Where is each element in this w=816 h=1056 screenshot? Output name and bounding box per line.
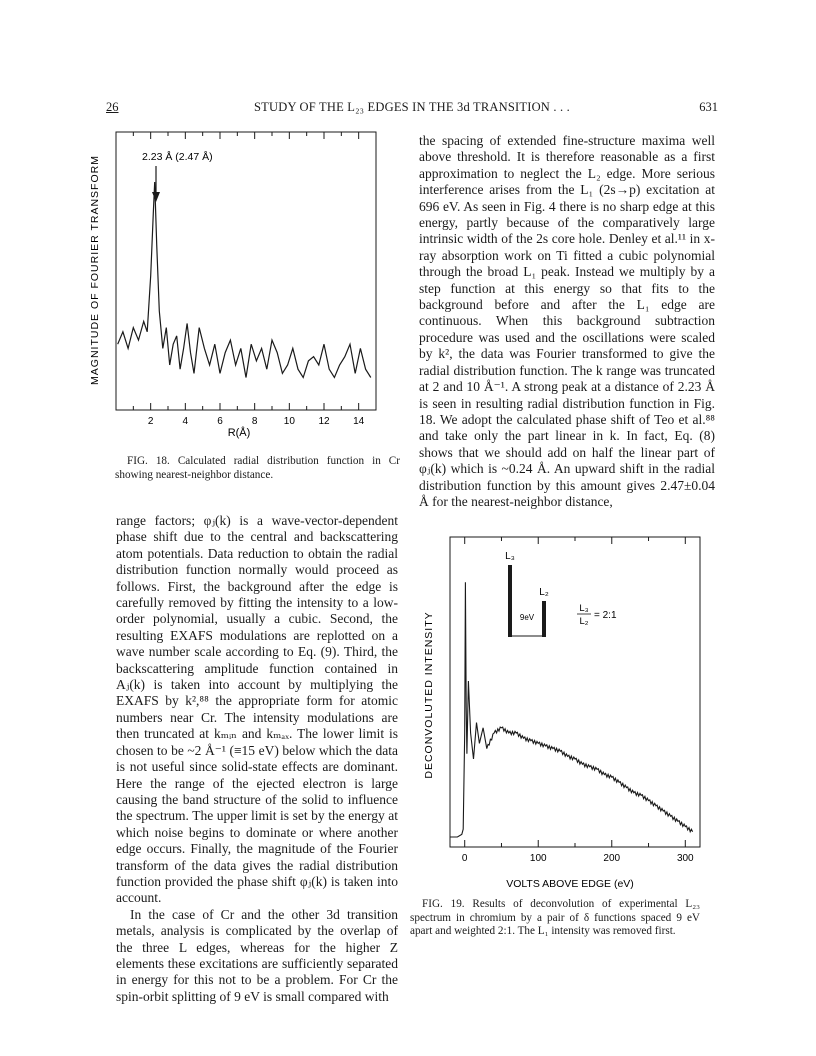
fig19-xtick-label: 0 <box>461 853 468 864</box>
fig18-ylabel: MAGNITUDE OF FOURIER TRANSFORM <box>89 155 101 385</box>
fig18-frame <box>116 132 376 410</box>
left-text-column <box>116 513 398 1005</box>
ratio-numerator: L₃ <box>579 603 589 614</box>
fig18-xtick-label: 4 <box>182 416 189 427</box>
figure-19-caption: FIG. 19. Results of deconvolution of experimental L₂₃ spectrum in chromium by a pair of δ functions spaced 9 eV apart and weighted 2:1. The L₁ intensity was removed first. <box>410 898 700 937</box>
fig19-xlabel: VOLTS ABOVE EDGE (eV) <box>506 878 634 890</box>
figure-18-rdf-plot <box>84 120 384 440</box>
fig18-xtick-label: 6 <box>217 416 223 427</box>
fig18-xtick-label: 10 <box>283 416 295 427</box>
ratio-denominator: L₂ <box>579 616 589 627</box>
running-title: STUDY OF THE L₂₃ EDGES IN THE 3d TRANSITION . . . <box>254 100 570 114</box>
fig18-xtick-label: 8 <box>251 416 258 427</box>
inset-spacing-label: 9eV <box>519 613 535 622</box>
left-paragraph-1: range factors; φⱼ(k) is a wave-vector-dependent phase shift due to the central and backscattering atom potentials. Data reduction to obtain the radial distribution function normally would proceed as follows. First, the background after the edge is carefully removed by fitting the intensity to a low-order polynomial, usually a cubic. Second, the resulting EXAFS modulations are replotted on a wave number scale according to Eq. (9). Third, the backscattering amplitude function contained in Aⱼ(k) is taken into account by multiplying the EXAFS by k²,⁸⁸ the appropriate form for atomic numbers near Cr. The intensity modulations are then truncated at kₘᵢₙ and kₘₐₓ. The lower limit is chosen to be ~2 Å⁻¹ (≡15 eV) below which the data is not useful since solid-state effects are dominant. Here the range of the ejected electron is large causing the band structure of the solid to influence the spectrum. The upper limit is set by the energy at which noise begins to dominate or where another edge occurs. Finally, the magnitude of the Fourier transform of the data gives the radial distribution function provided the phase shift φⱼ(k) is taken into account. <box>116 513 398 906</box>
fig19-x-tick-labels <box>462 853 694 864</box>
fig19-frame <box>450 537 700 847</box>
fig18-rdf-curve <box>118 182 371 378</box>
running-head <box>106 100 718 120</box>
fig19-xtick-label: 100 <box>529 853 547 864</box>
fig18-xtick-label: 12 <box>318 416 330 427</box>
fig19-inset <box>505 551 617 637</box>
fig19-xtick-label: 200 <box>603 853 621 864</box>
right-paragraph-1: the spacing of extended fine-structure maxima well above threshold. It is therefore reasonable as a first approximation to neglect the L₂ edge. More serious interference arises from the L₁ (2s→p) excitation at 696 eV. As seen in Fig. 4 there is no sharp edge at this energy, partly because of the comparatively large intrinsic width of the 2s core hole. Denley et al.¹¹ in x-ray absorption work on Ti fitted a cubic polynomial through the broad L₁ peak. Instead we multiply by a step function at this energy so that fits to the background before and after the L₁ edge are continuous. When this background subtraction procedure was used and the oscillations were scaled by k², the data was Fourier transformed to give the radial distribution function. The k range was truncated at 2 and 10 Å⁻¹. A strong peak at a distance of 2.23 Å is seen in resulting radial distribution function in Fig. 18. We adopt the calculated phase shift of Teo et al.⁸⁸ and take only the part linear in k. In fact, Eq. (8) shows that we should add on half the linear part of φⱼ(k) which is ~0.24 Å. An upward shift in the radial distribution function by this amount gives 2.47±0.04 Å for the nearest-neighbor distance, <box>419 133 715 509</box>
fig18-xtick-label: 2 <box>147 416 154 427</box>
fig18-arrow-head <box>152 192 160 202</box>
right-text-column <box>419 133 715 510</box>
fig18-tick-marks <box>133 132 358 410</box>
fig18-xtick-label: 14 <box>353 416 365 427</box>
inset-l3-label: L₃ <box>505 551 515 562</box>
inset-l2-label: L₂ <box>539 587 549 598</box>
fig18-x-tick-labels <box>148 416 365 427</box>
figure-19-deconvolution-plot <box>410 525 710 890</box>
fig18-peak-annotation: 2.23 Å (2.47 Å) <box>142 151 213 163</box>
page-number-left: 26 <box>106 100 119 114</box>
left-paragraph-2: In the case of Cr and the other 3d transition metals, analysis is complicated by the overlap of the three L edges, whereas for the higher Z elements these excitations are sufficiently separated in energy for this not to be a problem. For Cr the spin-orbit splitting of 9 eV is small compared with <box>116 906 398 1004</box>
fig18-xlabel: R(Å) <box>227 427 251 439</box>
figure-18-caption: FIG. 18. Calculated radial distribution function in Cr showing nearest-neighbor distance. <box>115 455 400 481</box>
fig19-ylabel: DECONVOLUTED INTENSITY <box>423 611 435 779</box>
fig19-xtick-label: 300 <box>676 853 694 864</box>
ratio-value: = 2:1 <box>594 610 617 621</box>
page-number-right: 631 <box>699 100 718 114</box>
fig19-intensity-curve <box>450 582 693 837</box>
